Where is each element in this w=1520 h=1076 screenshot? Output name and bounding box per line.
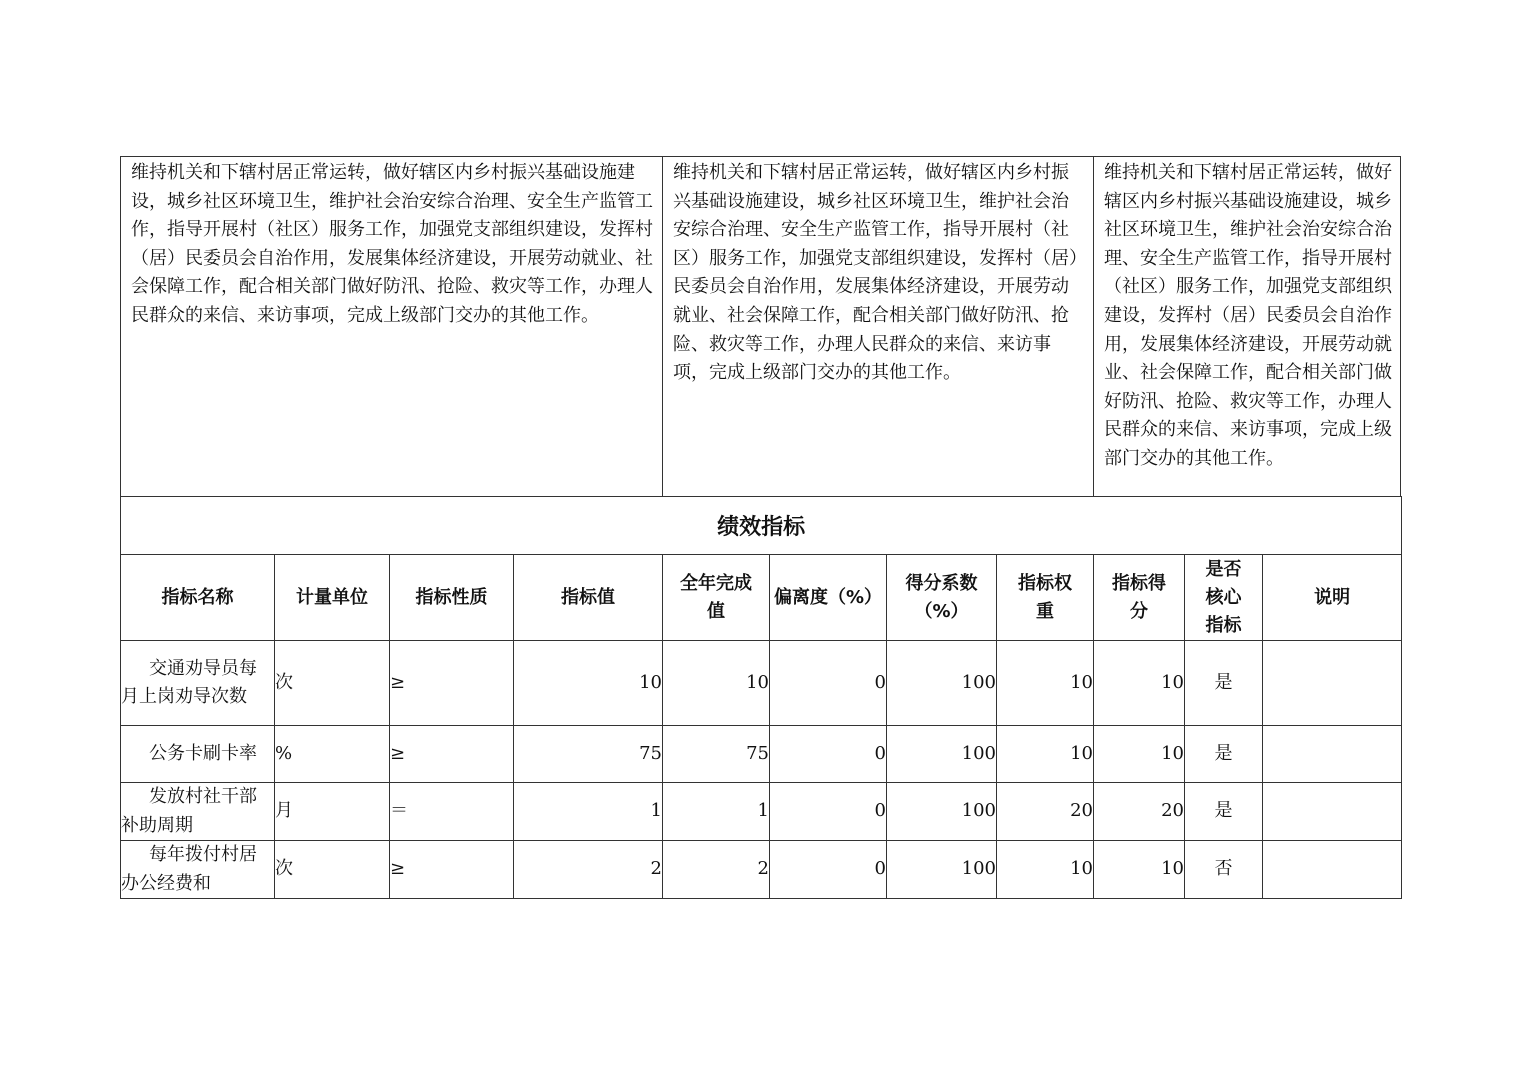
indicator-unit: % — [275, 726, 390, 783]
indicator-score: 10 — [1094, 641, 1185, 726]
indicator-nature: ＝ — [390, 783, 514, 841]
header-completed — [663, 555, 770, 641]
header-row — [121, 555, 1402, 641]
indicator-score: 10 — [1094, 726, 1185, 783]
header-coefficient-line1: 得分系数 — [905, 572, 978, 594]
indicator-weight: 10 — [997, 641, 1094, 726]
indicator-nature: ≥ — [390, 841, 514, 899]
indicator-value: 75 — [514, 726, 663, 783]
description-cell-3: 维持机关和下辖村居正常运转，做好辖区内乡村振兴基础设施建设，城乡社区环境卫生，维护社会治安综合治理、安全生产监管工作，指导开展村（社区）服务工作，加强党支部组织建设，发挥村（居）民委员会自治作用，发展集体经济建设，开展劳动就业、社会保障工作，配合相关部门做好防汛、抢险、救灾等工作，办理人民群众的来信、来访事项，完成上级部门交办的其他工作。 — [1104, 162, 1392, 469]
table-row — [121, 783, 1402, 841]
indicator-note — [1263, 783, 1402, 841]
header-nature: 指标性质 — [390, 555, 514, 641]
header-completed-line1: 全年完成 — [680, 572, 752, 594]
indicator-value: 10 — [514, 641, 663, 726]
header-note: 说明 — [1263, 555, 1402, 641]
indicator-completed: 1 — [663, 783, 770, 841]
indicator-name: 交通劝导员每月上岗劝导次数 — [121, 641, 275, 726]
indicator-unit: 月 — [275, 783, 390, 841]
header-value: 指标值 — [514, 555, 663, 641]
header-score-line2: 分 — [1130, 600, 1148, 622]
header-core-line1: 是否 — [1205, 558, 1242, 580]
header-core — [1185, 555, 1263, 641]
header-core-line3: 指标 — [1205, 614, 1242, 636]
indicator-name: 发放村社干部补助周期 — [121, 783, 275, 841]
indicator-name: 公务卡刷卡率 — [121, 726, 275, 783]
indicator-core: 是 — [1185, 726, 1263, 783]
document-page — [120, 156, 1401, 899]
indicator-deviation: 0 — [770, 726, 887, 783]
header-coefficient — [887, 555, 997, 641]
indicator-note — [1263, 726, 1402, 783]
header-completed-line2: 值 — [707, 600, 725, 622]
table-row — [121, 641, 1402, 726]
indicator-nature: ≥ — [390, 726, 514, 783]
header-name: 指标名称 — [121, 555, 275, 641]
description-cell-1: 维持机关和下辖村居正常运转，做好辖区内乡村振兴基础设施建设，城乡社区环境卫生，维护社会治安综合治理、安全生产监管工作，指导开展村（社区）服务工作，加强党支部组织建设，发挥村（居）民委员会自治作用，发展集体经济建设，开展劳动就业、社会保障工作，配合相关部门做好防汛、抢险、救灾等工作，办理人民群众的来信、来访事项，完成上级部门交办的其他工作。 — [121, 157, 663, 496]
header-deviation: 偏离度（%） — [770, 555, 887, 641]
header-weight-line2: 重 — [1036, 600, 1054, 622]
indicator-weight: 10 — [997, 726, 1094, 783]
indicator-name: 每年拨付村居办公经费和 — [121, 841, 275, 899]
indicator-completed: 10 — [663, 641, 770, 726]
indicator-coefficient: 100 — [887, 726, 997, 783]
indicator-completed: 75 — [663, 726, 770, 783]
indicator-score: 20 — [1094, 783, 1185, 841]
header-unit: 计量单位 — [275, 555, 390, 641]
indicator-unit: 次 — [275, 641, 390, 726]
indicator-value: 2 — [514, 841, 663, 899]
indicator-coefficient: 100 — [887, 841, 997, 899]
header-score — [1094, 555, 1185, 641]
indicator-coefficient: 100 — [887, 641, 997, 726]
indicator-unit: 次 — [275, 841, 390, 899]
indicator-nature: ≥ — [390, 641, 514, 726]
indicator-weight: 10 — [997, 841, 1094, 899]
indicator-core: 是 — [1185, 641, 1263, 726]
indicator-note — [1263, 641, 1402, 726]
header-weight — [997, 555, 1094, 641]
indicator-value: 1 — [514, 783, 663, 841]
indicator-core: 否 — [1185, 841, 1263, 899]
description-cell-2: 维持机关和下辖村居正常运转，做好辖区内乡村振兴基础设施建设，城乡社区环境卫生，维护社会治安综合治理、安全生产监管工作，指导开展村（社区）服务工作，加强党支部组织建设，发挥村（居）民委员会自治作用，发展集体经济建设，开展劳动就业、社会保障工作，配合相关部门做好防汛、抢险、救灾等工作，办理人民群众的来信、来访事项，完成上级部门交办的其他工作。 — [663, 157, 1094, 496]
table-row — [121, 841, 1402, 899]
performance-title: 绩效指标 — [121, 497, 1402, 555]
indicator-weight: 20 — [997, 783, 1094, 841]
indicator-score: 10 — [1094, 841, 1185, 899]
table-row — [121, 726, 1402, 783]
header-weight-line1: 指标权 — [1018, 572, 1072, 594]
header-core-line2: 核心 — [1205, 586, 1242, 608]
performance-table — [120, 496, 1402, 899]
header-coefficient-line2: （%） — [914, 600, 969, 622]
indicator-deviation: 0 — [770, 841, 887, 899]
indicator-completed: 2 — [663, 841, 770, 899]
indicator-coefficient: 100 — [887, 783, 997, 841]
indicator-deviation: 0 — [770, 783, 887, 841]
indicator-deviation: 0 — [770, 641, 887, 726]
description-block — [120, 156, 1401, 497]
header-score-line1: 指标得 — [1112, 572, 1166, 594]
indicator-core: 是 — [1185, 783, 1263, 841]
indicator-note — [1263, 841, 1402, 899]
